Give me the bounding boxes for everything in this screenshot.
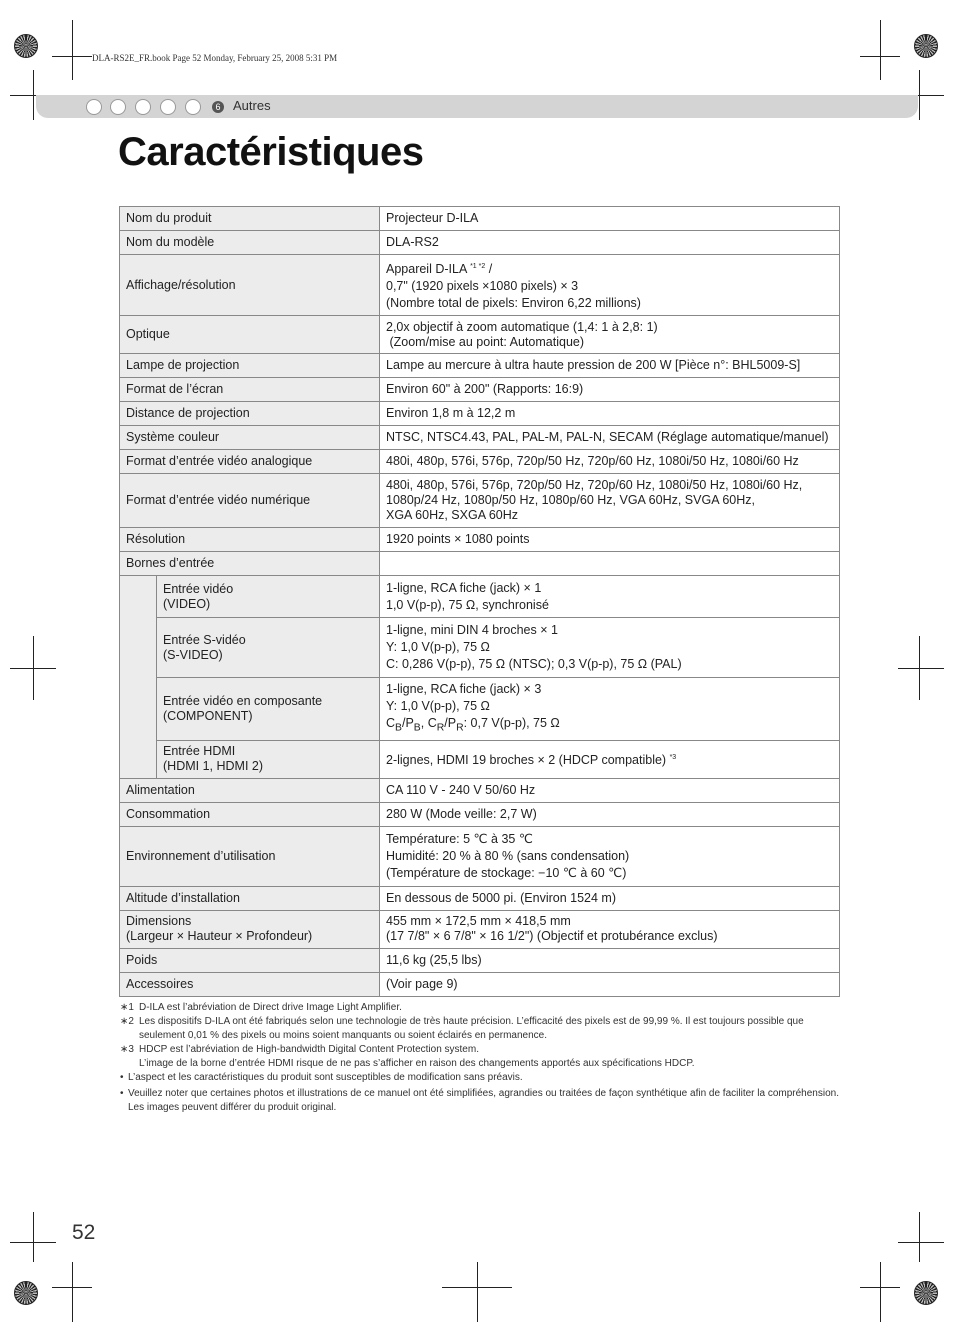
print-slug: DLA-RS2E_FR.book Page 52 Monday, February 25, 2008 5:31 PM [92, 53, 338, 63]
table-row [120, 231, 840, 255]
spec-label: Lampe de projection [120, 354, 380, 378]
color-rosette-icon [14, 34, 38, 58]
spec-label: Altitude d’installation [120, 886, 380, 910]
spec-label: Optique [120, 316, 380, 354]
spec-value: 455 mm × 172,5 mm × 418,5 mm (17 7/8" × 6 7/8" × 16 1/2") (Objectif et protubérance exclus) [380, 910, 840, 948]
table-row [120, 255, 840, 316]
spec-label: Entrée vidéo (VIDEO) [157, 576, 380, 618]
page-number: 52 [72, 1221, 96, 1244]
spec-label: Nom du produit [120, 207, 380, 231]
chapter-dot-icon [135, 99, 151, 115]
chapter-dot-icon [110, 99, 126, 115]
spec-value: 480i, 480p, 576i, 576p, 720p/50 Hz, 720p/60 Hz, 1080i/50 Hz, 1080i/60 Hz [380, 450, 840, 474]
spec-label: Accessoires [120, 972, 380, 996]
footnote: ∗2 Les dispositifs D-ILA ont été fabriqués selon une technologie de très haute précision. L’efficacité des pixels est de 99,99 %. Il est toujours possible que seulement 0,01 % des pixels ou moins soient manquants ou soient éclairés en permanence. [120, 1016, 804, 1041]
table-row [120, 678, 840, 741]
spec-label: Résolution [120, 528, 380, 552]
spec-label: Distance de projection [120, 402, 380, 426]
color-rosette-icon [14, 1281, 38, 1305]
indent-cell [120, 576, 157, 618]
spec-value: 1-ligne, mini DIN 4 broches × 1 Y: 1,0 V(p-p), 75 Ω C: 0,286 V(p-p), 75 Ω (NTSC); 0,3 V(p-p), 75 Ω (PAL) [380, 618, 840, 678]
table-row [120, 474, 840, 528]
chapter-dot-icon [86, 99, 102, 115]
chapter-dot-icon [185, 99, 201, 115]
spec-value: CA 110 V - 240 V 50/60 Hz [380, 778, 840, 802]
table-row [120, 972, 840, 996]
spec-label: Nom du modèle [120, 231, 380, 255]
color-rosette-icon [914, 1281, 938, 1305]
spec-label: Alimentation [120, 778, 380, 802]
spec-label: Format d’entrée vidéo numérique [120, 474, 380, 528]
table-row [120, 618, 840, 678]
spec-label: Affichage/résolution [120, 255, 380, 316]
spec-label: Format d’entrée vidéo analogique [120, 450, 380, 474]
chapter-name: Autres [233, 98, 271, 113]
table-row [120, 426, 840, 450]
table-row [120, 402, 840, 426]
spec-value: 1-ligne, RCA fiche (jack) × 1 1,0 V(p-p), 75 Ω, synchronisé [380, 576, 840, 618]
footnote: ∗3 HDCP est l’abréviation de High-bandwidth Digital Content Protection system. L’image de la borne d’entrée HDMI risque de ne pas s’afficher en raison des changements apportés aux spécifications HDCP. [120, 1044, 695, 1069]
spec-value: Température: 5 ℃ à 35 ℃ Humidité: 20 % à 80 % (sans condensation) (Température de stockage: −10 ℃ à 60 ℃) [380, 826, 840, 886]
table-row [120, 316, 840, 354]
spec-value: 480i, 480p, 576i, 576p, 720p/50 Hz, 720p/60 Hz, 1080i/50 Hz, 1080i/60 Hz, 1080p/24 Hz, 1080p/50 Hz, 1080p/60 Hz, VGA 60Hz, SVGA 60Hz, XGA 60Hz, SXGA 60Hz [380, 474, 840, 528]
footnotes [120, 1001, 840, 1115]
chapter-number: 6 [212, 101, 224, 113]
indent-cell [120, 740, 157, 778]
table-row [120, 826, 840, 886]
spec-value: Projecteur D-ILA [380, 207, 840, 231]
spec-value [380, 552, 840, 576]
spec-label: Entrée HDMI (HDMI 1, HDMI 2) [157, 740, 380, 778]
footnote: • L’aspect et les caractéristiques du produit sont susceptibles de modification sans préavis. [120, 1072, 523, 1083]
table-row [120, 886, 840, 910]
spec-value: Appareil D-ILA $^{*1 *2}$ / 0,7" (1920 pixels ×1080 pixels) × 3 (Nombre total de pixels: Environ 6,22 millions) [380, 255, 840, 316]
spec-label: Entrée S-vidéo (S-VIDEO) [157, 618, 380, 678]
spec-value: DLA-RS2 [380, 231, 840, 255]
spec-label: Consommation [120, 802, 380, 826]
spec-value: Environ 1,8 m à 12,2 m [380, 402, 840, 426]
spec-value: 1920 points × 1080 points [380, 528, 840, 552]
table-row [120, 802, 840, 826]
spec-value: Environ 60" à 200" (Rapports: 16:9) [380, 378, 840, 402]
table-row [120, 778, 840, 802]
footnote: ∗1 D-ILA est l’abréviation de Direct drive Image Light Amplifier. [120, 1002, 402, 1013]
color-rosette-icon [914, 34, 938, 58]
spec-value: (Voir page 9) [380, 972, 840, 996]
specifications-table [119, 206, 840, 997]
chapter-dot-icon [160, 99, 176, 115]
spec-label: Bornes d’entrée [120, 552, 380, 576]
table-row [120, 207, 840, 231]
spec-label: Entrée vidéo en composante (COMPONENT) [157, 678, 380, 741]
table-row [120, 528, 840, 552]
spec-value: En dessous de 5000 pi. (Environ 1524 m) [380, 886, 840, 910]
spec-value: 1-ligne, RCA fiche (jack) × 3 Y: 1,0 V(p-p), 75 Ω $C_B/P_B$, $C_R/P_R$: 0,7 V(p-p), 75 Ω [380, 678, 840, 741]
spec-label: Système couleur [120, 426, 380, 450]
table-row [120, 910, 840, 948]
table-row [120, 354, 840, 378]
table-row [120, 740, 840, 778]
indent-cell [120, 618, 157, 678]
spec-label: Environnement d’utilisation [120, 826, 380, 886]
spec-value: NTSC, NTSC4.43, PAL, PAL-M, PAL-N, SECAM (Réglage automatique/manuel) [380, 426, 840, 450]
spec-value: 2-lignes, HDMI 19 broches × 2 (HDCP compatible) $^{*3}$ [380, 740, 840, 778]
spec-value: 280 W (Mode veille: 2,7 W) [380, 802, 840, 826]
footnote: • Veuillez noter que certaines photos et illustrations de ce manuel ont été simplifiées, agrandies ou traitées de façon synthétique afin de faciliter la compréhension. Les images peuvent différer du produit original. [120, 1088, 839, 1113]
table-row [120, 450, 840, 474]
table-row [120, 948, 840, 972]
spec-value: 2,0x objectif à zoom automatique (1,4: 1 à 2,8: 1) (Zoom/mise au point: Automatique) [380, 316, 840, 354]
spec-label: Dimensions (Largeur × Hauteur × Profondeur) [120, 910, 380, 948]
table-row [120, 552, 840, 576]
spec-value: 11,6 kg (25,5 lbs) [380, 948, 840, 972]
page-title: Caractéristiques [118, 130, 424, 174]
spec-label: Poids [120, 948, 380, 972]
table-row [120, 576, 840, 618]
indent-cell [120, 678, 157, 741]
table-row [120, 378, 840, 402]
spec-label: Format de l’écran [120, 378, 380, 402]
spec-value: Lampe au mercure à ultra haute pression de 200 W [Pièce n°: BHL5009-S] [380, 354, 840, 378]
